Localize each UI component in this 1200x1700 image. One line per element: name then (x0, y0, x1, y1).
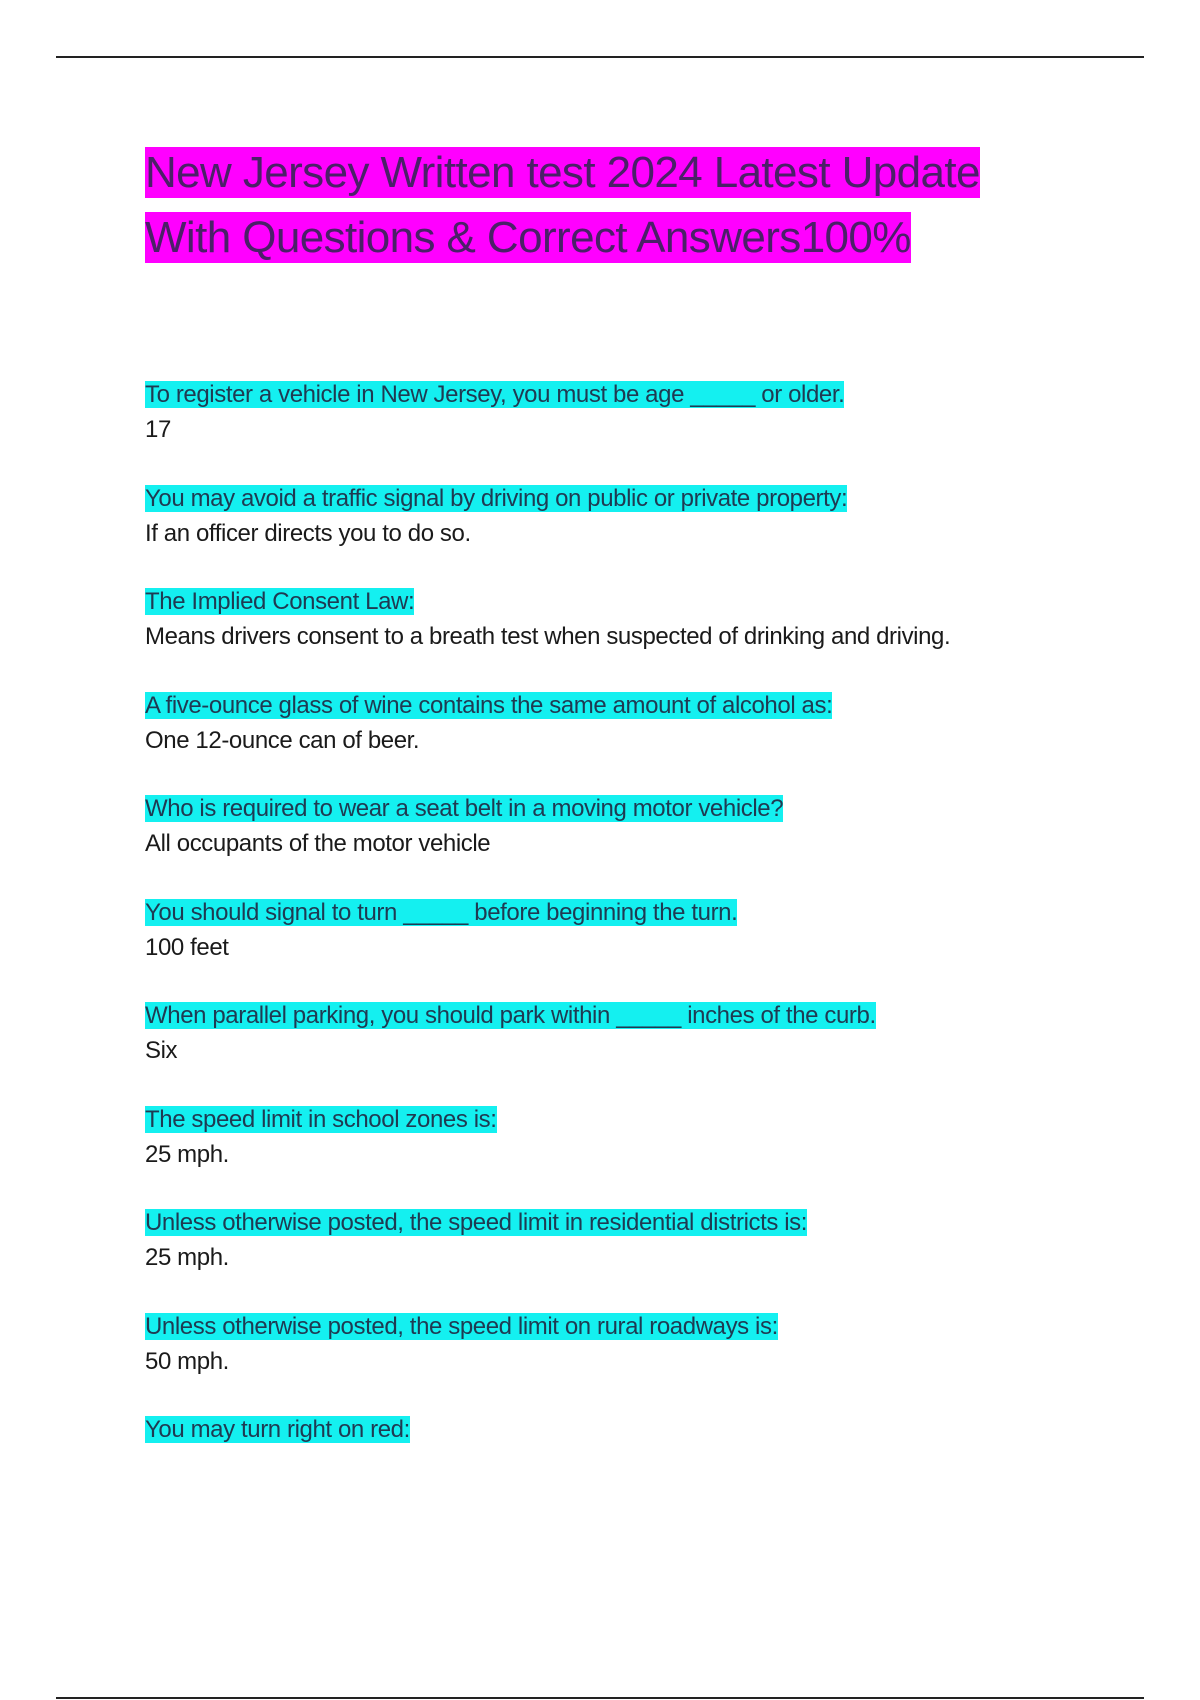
qa-item (145, 998, 1105, 1102)
qa-item (145, 1309, 1105, 1413)
question-highlight: The speed limit in school zones is: (145, 1105, 497, 1133)
question-text (145, 377, 1105, 412)
answer-text: Means drivers consent to a breath test when suspected of drinking and driving. (145, 623, 951, 650)
qa-item (145, 377, 1105, 481)
question-highlight: The Implied Consent Law: (145, 588, 415, 615)
question-text (145, 584, 1105, 619)
answer-text: One 12-ounce can of beer. (145, 726, 420, 754)
question-highlight: You should signal to turn _____ before beginning the turn. (145, 898, 738, 926)
question-highlight: A five-ounce glass of wine contains the same amount of alcohol as: (145, 691, 833, 719)
answer-text: Six (145, 1037, 178, 1064)
question-highlight: Unless otherwise posted, the speed limit on rural roadways is: (145, 1312, 778, 1340)
qa-item (145, 1102, 1105, 1206)
qa-item (145, 1412, 1105, 1516)
question-text (145, 481, 1105, 516)
qa-item (145, 791, 1105, 895)
question-highlight: Who is required to wear a seat belt in a moving motor vehicle? (145, 795, 784, 822)
qa-item (145, 688, 1105, 792)
answer-text: 25 mph. (145, 1140, 229, 1168)
answer-text: 25 mph. (145, 1244, 229, 1271)
qa-item (145, 481, 1105, 585)
answer-text: 100 feet (145, 933, 229, 961)
question-text (145, 1205, 1105, 1240)
bottom-rule (56, 1697, 1144, 1699)
question-text (145, 1309, 1105, 1344)
answer-text: All occupants of the motor vehicle (145, 830, 491, 857)
question-highlight: To register a vehicle in New Jersey, you must be age _____ or older. (145, 381, 845, 408)
question-highlight: You may turn right on red: (145, 1416, 410, 1443)
answer-text: 17 (145, 416, 171, 443)
question-highlight: Unless otherwise posted, the speed limit in residential districts is: (145, 1209, 808, 1236)
question-text (145, 895, 1105, 930)
title-highlight: New Jersey Written test 2024 Latest Update With Questions & Correct Answers100% (145, 148, 980, 262)
qa-item (145, 1205, 1105, 1309)
question-text (145, 1102, 1105, 1137)
answer-text: If an officer directs you to do so. (145, 519, 471, 547)
qa-item (145, 584, 1105, 688)
top-rule (56, 56, 1144, 58)
document-title (145, 140, 1075, 270)
question-text (145, 791, 1105, 826)
question-highlight: When parallel parking, you should park within _____ inches of the curb. (145, 1002, 876, 1029)
question-text (145, 688, 1105, 723)
question-text (145, 1412, 1105, 1447)
question-answer-list (145, 377, 1105, 1516)
answer-text: 50 mph. (145, 1347, 229, 1375)
question-text (145, 998, 1105, 1033)
qa-item (145, 895, 1105, 999)
question-highlight: You may avoid a traffic signal by driving on public or private property: (145, 484, 848, 512)
